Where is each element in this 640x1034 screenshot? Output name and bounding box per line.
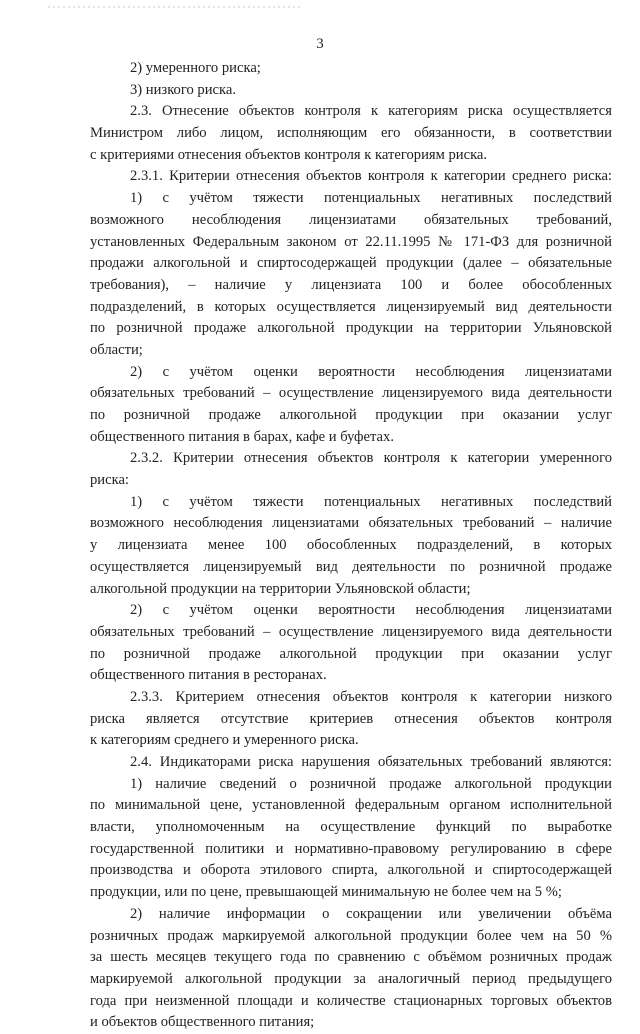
text-line: возможного несоблюдения лицензиатами обязательных требований, bbox=[90, 211, 612, 228]
text-line: к категориям среднего и умеренного риска. bbox=[90, 732, 359, 749]
text-line: общественного питания в барах, кафе и буфетах. bbox=[90, 428, 394, 445]
page-number: 3 bbox=[316, 36, 324, 52]
text-line: общественного питания в ресторанах. bbox=[90, 667, 327, 684]
text-line: и объектов общественного питания; bbox=[90, 1014, 315, 1031]
text-line: требования), – наличие у лицензиата 100 и более обособленных bbox=[90, 276, 612, 293]
text-line: обязательных требований – осуществление лицензируемого вида деятельности bbox=[90, 623, 612, 640]
text-line: 1) наличие сведений о розничной продаже алкогольной продукции bbox=[130, 775, 612, 792]
text-line: 2) умеренного риска; bbox=[130, 60, 261, 76]
text-line: обязательных требований – осуществление лицензируемого вида деятельности bbox=[90, 385, 612, 402]
text-line: Министром либо лицом, исполняющим его обязанности, в соответствии bbox=[90, 125, 612, 142]
text-line: 3) низкого риска. bbox=[130, 81, 236, 98]
text-line: по минимальной цене, установленной федеральным органом исполнительной bbox=[90, 797, 612, 814]
text-line: у лицензиата менее 100 обособленных подразделений, в которых bbox=[90, 537, 612, 554]
text-line: по розничной продаже алкогольной продукции при оказании услуг bbox=[90, 645, 612, 662]
text-line: 2.3. Отнесение объектов контроля к категориям риска осуществляется bbox=[130, 103, 612, 120]
text-line: государственной политики и нормативно-правовому регулированию в сфере bbox=[90, 840, 612, 857]
text-line: по розничной продаже алкогольной продукции на территории Ульяновской bbox=[90, 320, 612, 337]
text-line: года при неизменной площади и количестве стационарных торговых объектов bbox=[90, 992, 612, 1009]
text-line: власти, уполномоченным на осуществление функций по выработке bbox=[90, 819, 612, 836]
document-body bbox=[90, 58, 612, 1034]
text-line: маркируемой алкогольной продукции за аналогичный период предыдущего bbox=[90, 970, 612, 987]
text-line: подразделений, в которых осуществляется лицензируемый вид деятельности bbox=[90, 298, 612, 315]
text-line: 2) с учётом оценки вероятности несоблюдения лицензиатами bbox=[130, 363, 612, 380]
text-line: 2) с учётом оценки вероятности несоблюдения лицензиатами bbox=[130, 602, 612, 619]
text-line: области; bbox=[90, 341, 143, 358]
text-line: риска является отсутствие критериев отнесения объектов контроля bbox=[90, 710, 612, 727]
text-line: риска: bbox=[90, 472, 129, 489]
text-line: алкогольной продукции на территории Ульяновской области; bbox=[90, 580, 471, 597]
text-line: производства и оборота этилового спирта, алкогольной и спиртосодержащей bbox=[90, 862, 612, 879]
text-line: по розничной продаже алкогольной продукции при оказании услуг bbox=[90, 407, 612, 423]
text-line: продажи алкогольной и спиртосодержащей продукции (далее – обязательные bbox=[90, 255, 612, 272]
text-line: розничных продаж маркируемой алкогольной продукции более чем на 50 % bbox=[90, 927, 612, 944]
text-line: установленных Федеральным законом от 22.11.1995 № 171-ФЗ для розничной bbox=[90, 233, 612, 250]
text-line: 1) с учётом тяжести потенциальных негативных последствий bbox=[130, 493, 612, 510]
text-line: 2.3.3. Критерием отнесения объектов контроля к категории низкого bbox=[130, 688, 612, 705]
text-line: 2.3.2. Критерии отнесения объектов контроля к категории умеренного bbox=[130, 450, 612, 467]
text-line: 2.4. Индикаторами риска нарушения обязательных требований являются: bbox=[130, 754, 612, 770]
text-line: за шесть месяцев текущего года по сравнению с объёмом розничных продаж bbox=[90, 949, 612, 966]
text-line: 2.3.1. Критерии отнесения объектов контроля к категории среднего риска: bbox=[130, 168, 612, 185]
text-line: осуществляется лицензируемый вид деятельности по розничной продаже bbox=[90, 558, 612, 575]
text-line: 2) наличие информации о сокращении или увеличении объёма bbox=[130, 905, 612, 922]
text-line: 1) с учётом тяжести потенциальных негативных последствий bbox=[130, 190, 612, 207]
text-line: с критериями отнесения объектов контроля к категориям риска. bbox=[90, 146, 488, 163]
scan-edge-marks bbox=[0, 4, 640, 10]
text-line: продукции, или по цене, превышающей минимальную не более чем на 5 %; bbox=[90, 884, 562, 901]
text-line: возможного несоблюдения лицензиатами обязательных требований – наличие bbox=[90, 515, 612, 532]
